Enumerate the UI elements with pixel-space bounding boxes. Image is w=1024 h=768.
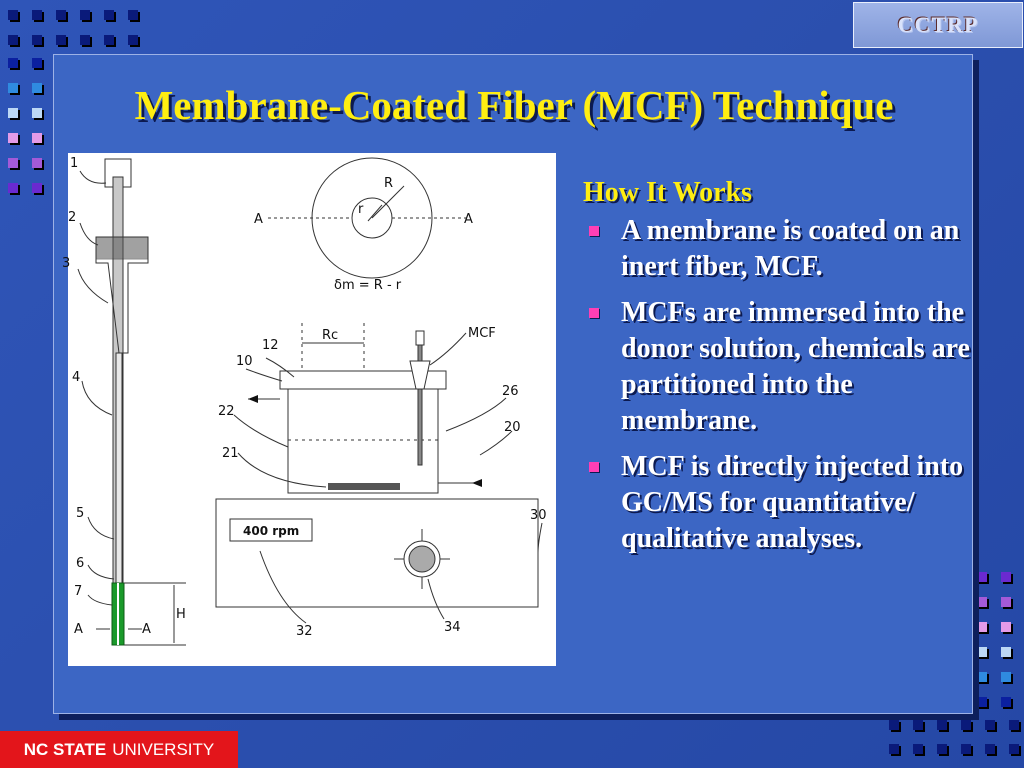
decor-square xyxy=(889,720,899,730)
bullet-text: MCF is directly injected into GC/MS for quantitative/ qualitative analyses. xyxy=(621,451,964,554)
label-30: 30 xyxy=(530,508,547,523)
label-formula: δm = R - r xyxy=(334,278,402,293)
label-small-r: r xyxy=(358,202,364,217)
decor-square xyxy=(1001,647,1011,657)
stirrer-base xyxy=(216,499,538,607)
label-rc: Rc xyxy=(322,328,339,343)
decor-square xyxy=(977,647,987,657)
label-cs-a-right: A xyxy=(464,212,473,227)
slide-panel xyxy=(53,54,973,714)
decor-square xyxy=(80,35,90,45)
decor-square xyxy=(32,35,42,45)
decor-square xyxy=(985,744,995,754)
label-21: 21 xyxy=(222,446,239,461)
decor-square xyxy=(8,108,18,118)
decor-square xyxy=(977,672,987,682)
decor-square xyxy=(1001,672,1011,682)
slide-title: Membrane-Coated Fiber (MCF) Technique xyxy=(134,82,894,128)
decor-square xyxy=(8,133,18,143)
label-2: 2 xyxy=(68,210,77,225)
septum-block xyxy=(96,237,148,259)
bullet-square-icon xyxy=(589,462,599,472)
decor-square xyxy=(8,158,18,168)
bullet-item xyxy=(583,213,973,285)
how-it-works-heading: How It Works xyxy=(583,177,753,208)
decor-square xyxy=(32,10,42,20)
decor-square xyxy=(913,744,923,754)
bullet-square-icon xyxy=(589,308,599,318)
decor-square xyxy=(1001,597,1011,607)
decor-square xyxy=(128,10,138,20)
decor-square xyxy=(977,697,987,707)
arrow-20 xyxy=(472,479,482,487)
leader-22 xyxy=(234,415,288,447)
label-cs-a-left: A xyxy=(254,212,263,227)
leader-26 xyxy=(446,398,506,431)
label-7: 7 xyxy=(74,584,83,599)
label-10: 10 xyxy=(236,354,253,369)
decor-square xyxy=(985,720,995,730)
label-6: 6 xyxy=(76,556,85,571)
decor-square xyxy=(8,10,18,20)
mcf-apparatus-figure xyxy=(62,153,556,666)
decor-square xyxy=(977,572,987,582)
leader-7 xyxy=(88,595,112,605)
label-4: 4 xyxy=(72,370,81,385)
decor-square xyxy=(32,108,42,118)
decor-square xyxy=(56,10,66,20)
apparatus-diagram xyxy=(62,153,556,666)
decor-square xyxy=(1001,572,1011,582)
bullet-text: MCFs are immersed into the donor solution, chemicals are partitioned into the membrane. xyxy=(621,297,970,436)
radius-r xyxy=(368,205,382,221)
decor-square xyxy=(961,744,971,754)
leader-5 xyxy=(88,517,114,539)
footer-bold: NC STATE xyxy=(23,739,107,759)
label-a-right: A xyxy=(142,622,151,637)
decor-square xyxy=(1009,720,1019,730)
decor-square xyxy=(104,35,114,45)
decor-square xyxy=(8,58,18,68)
decor-square xyxy=(80,10,90,20)
leader-3 xyxy=(78,269,108,303)
leader-2 xyxy=(80,223,98,245)
decor-square xyxy=(32,58,42,68)
badge-label: CCTRP xyxy=(897,12,979,37)
label-big-r: R xyxy=(384,176,394,191)
decor-square xyxy=(1001,622,1011,632)
decor-square xyxy=(32,183,42,193)
stir-knob xyxy=(409,546,435,572)
rpm-value: 400 rpm xyxy=(243,524,300,538)
nc-state-university-logo xyxy=(0,731,238,768)
bullet-square-icon xyxy=(589,226,599,236)
label-5: 5 xyxy=(76,506,85,521)
decor-square xyxy=(56,35,66,45)
leader-4 xyxy=(82,381,112,415)
how-it-works-section xyxy=(583,177,973,567)
decor-square xyxy=(961,720,971,730)
label-32: 32 xyxy=(296,624,313,639)
label-a-left: A xyxy=(74,622,83,637)
decor-square xyxy=(32,133,42,143)
bullet-list xyxy=(583,213,973,557)
decor-square xyxy=(937,744,947,754)
stir-bar xyxy=(328,483,400,490)
decor-square xyxy=(1009,744,1019,754)
decor-square xyxy=(937,720,947,730)
label-mcf: MCF xyxy=(468,326,496,341)
leader-1 xyxy=(80,171,106,183)
arrow-22 xyxy=(248,395,258,403)
bullet-item xyxy=(583,449,973,557)
label-34: 34 xyxy=(444,620,461,635)
bullet-text: A membrane is coated on an inert fiber, MCF. xyxy=(621,215,960,282)
leader-6 xyxy=(88,565,114,579)
decor-square xyxy=(128,35,138,45)
leader-30 xyxy=(538,523,542,553)
label-1: 1 xyxy=(70,156,79,171)
label-3: 3 xyxy=(62,256,71,271)
label-12: 12 xyxy=(262,338,279,353)
decor-square xyxy=(32,83,42,93)
decor-square xyxy=(32,158,42,168)
needle-shaft xyxy=(116,353,122,593)
mcf-top xyxy=(416,331,424,345)
label-20: 20 xyxy=(504,420,521,435)
decor-square xyxy=(8,183,18,193)
decor-square xyxy=(8,83,18,93)
footer-rest: UNIVERSITY xyxy=(112,739,215,759)
decor-square xyxy=(104,10,114,20)
decor-square xyxy=(889,744,899,754)
label-26: 26 xyxy=(502,384,519,399)
leader-10 xyxy=(246,369,282,381)
label-h: H xyxy=(176,607,186,622)
vessel-body xyxy=(288,389,438,493)
decor-square xyxy=(1001,697,1011,707)
decor-square xyxy=(977,597,987,607)
decor-square xyxy=(977,622,987,632)
label-22: 22 xyxy=(218,404,235,419)
decor-square xyxy=(8,35,18,45)
bullet-item xyxy=(583,295,973,439)
cctrp-badge xyxy=(853,2,1023,48)
decor-square xyxy=(913,720,923,730)
leader-mcf xyxy=(430,333,466,365)
